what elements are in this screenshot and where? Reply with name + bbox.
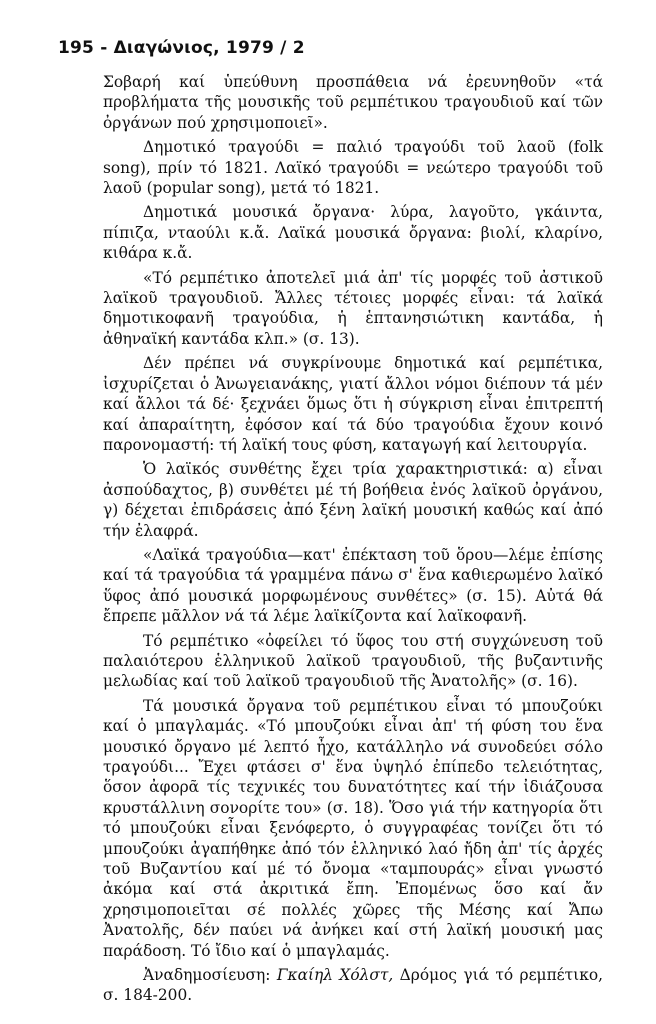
source-label: Ἀναδημοσίευση: <box>143 966 271 985</box>
paragraph: Δημοτικά μουσικά ὄργανα· λύρα, λαγοῦτο, γκάιντα, πίπιζα, νταούλι κ.ἄ. Λαϊκά μουσικά ὄργανα: βιολί, κλαρίνο, κιθάρα κ.ἄ. <box>103 203 603 263</box>
source-author: Γκαίηλ Χόλστ, <box>276 966 394 985</box>
paragraph: «Λαϊκά τραγούδια—κατ' ἐπέκταση τοῦ ὅρου—λέμε ἐπίσης καί τά τραγούδια τά γραμμένα πάνω σ' ἕνα καθιερωμένο λαϊκό ὕφος ἀπό μουσικά μορφωμένους συνθέτες» (σ. 15). Αὐτά θά ἔπρεπε μᾶλλον νά τά λέμε λαϊκίζοντα καί λαϊκοφανῆ. <box>103 545 603 626</box>
paragraph: «Τό ρεμπέτικο ἀποτελεῖ μιά ἀπ' τίς μορφές τοῦ ἀστικοῦ λαϊκοῦ τραγουδιοῦ. Ἄλλες τέτοιες μορφές εἶναι: τά λαϊκά δημοτικοφανῆ τραγούδια, ἡ ἑπτανησιώτικη καντάδα, ἡ ἀθηναϊκή καντάδα κλπ.» (σ. 13). <box>103 268 603 348</box>
paragraph: Τό ρεμπέτικο «ὀφείλει τό ὕφος του στή συγχώνευση τοῦ παλαιότερου ἑλληνικοῦ λαϊκοῦ τραγουδιοῦ, τῆς βυζαντινῆς μελωδίας καί τοῦ λαϊκοῦ τραγουδιοῦ τῆς Ἀνατολῆς» (σ. 16). <box>103 631 603 691</box>
running-head: 195 - Διαγώνιος, 1979 / 2 <box>58 38 305 58</box>
paragraph: Δέν πρέπει νά συγκρίνουμε δημοτικά καί ρεμπέτικα, ἰσχυρίζεται ὁ Ἀνωγειανάκης, γιατί ἄλλοι νόμοι διέπουν τά μέν καί ἄλλοι τά δέ· ξεχνάει ὅμως ὅτι ἡ σύγκριση εἶναι ἐπιτρεπτή καί ἀπαραίτητη, ἐφόσον καί τά δύο τραγούδια ἔχουν κοινό παρονομαστή: τή λαϊκή τους φύση, καταγωγή καί λειτουργία. <box>103 354 603 454</box>
source-citation <box>103 965 603 1006</box>
paragraph: Σοβαρή καί ὑπεύθυνη προσπάθεια νά ἐρευνηθοῦν «τά προβλήματα τῆς μουσικῆς τοῦ ρεμπέτικου τραγουδιοῦ καί τῶν ὀργάνων πού χρησιμοποιεῖ». <box>103 73 603 132</box>
article-body <box>103 72 603 1010</box>
paragraph: Τά μουσικά ὄργανα τοῦ ρεμπέτικου εἶναι τό μπουζούκι καί ὁ μπαγλαμάς. «Τό μπουζούκι εἶναι ἀπ' τή φύση του ἕνα μουσικό ὄργανο μέ λεπτό ἦχο, κατάλληλο νά συνοδεύει σόλο τραγούδι... Ἔχει φτάσει σ' ἕνα ὑψηλό ἐπίπεδο τελειότητας, ὅσον ἀφορᾶ τίς τεχνικές του δυνατότητες καί τήν ἰδιάζουσα κρυστάλλινη σονορίτε του» (σ. 18). Ὅσο γιά τήν κατηγορία ὅτι τό μπουζούκι εἶναι ξενόφερτο, ὁ συγγραφέας τονίζει ὅτι τό μπουζούκι ἀγαπήθηκε ἀπό τόν ἑλληνικό λαό ἤδη ἀπ' τίς ἀρχές τοῦ Βυζαντίου καί μέ τό ὄνομα «ταμπουράς» εἶναι γνωστό ἀκόμα καί στά ἀκριτικά ἔπη. Ἐπομένως ὅσο καί ἄν χρησιμοποιεῖται σέ πολλές χῶρες τῆς Μέσης καί Ἄπω Ἀνατολῆς, δέν παύει νά ἀνήκει καί στή λαϊκή μουσική μας παράδοση. Τό ἴδιο καί ὁ μπαγλαμάς. <box>103 696 603 960</box>
source-details: Δρόμος γιά τό ρεμπέτικο, σ. 184-200. <box>103 966 603 1005</box>
paragraph: Ὁ λαϊκός συνθέτης ἔχει τρία χαρακτηριστικά: α) εἶναι ἀσπούδαχτος, β) συνθέτει μέ τή βοήθεια ἑνός λαϊκοῦ ὀργάνου, γ) δέχεται ἐπιδράσεις ἀπό ξένη λαϊκή μουσική καθώς καί ἀπό τήν ἐλαφρά. <box>103 460 603 540</box>
paragraph: Δημοτικό τραγούδι = παλιό τραγούδι τοῦ λαοῦ (folk song), πρίν τό 1821. Λαϊκό τραγούδι = νεώτερο τραγούδι τοῦ λαοῦ (popular song), μετά τό 1821. <box>103 138 603 198</box>
